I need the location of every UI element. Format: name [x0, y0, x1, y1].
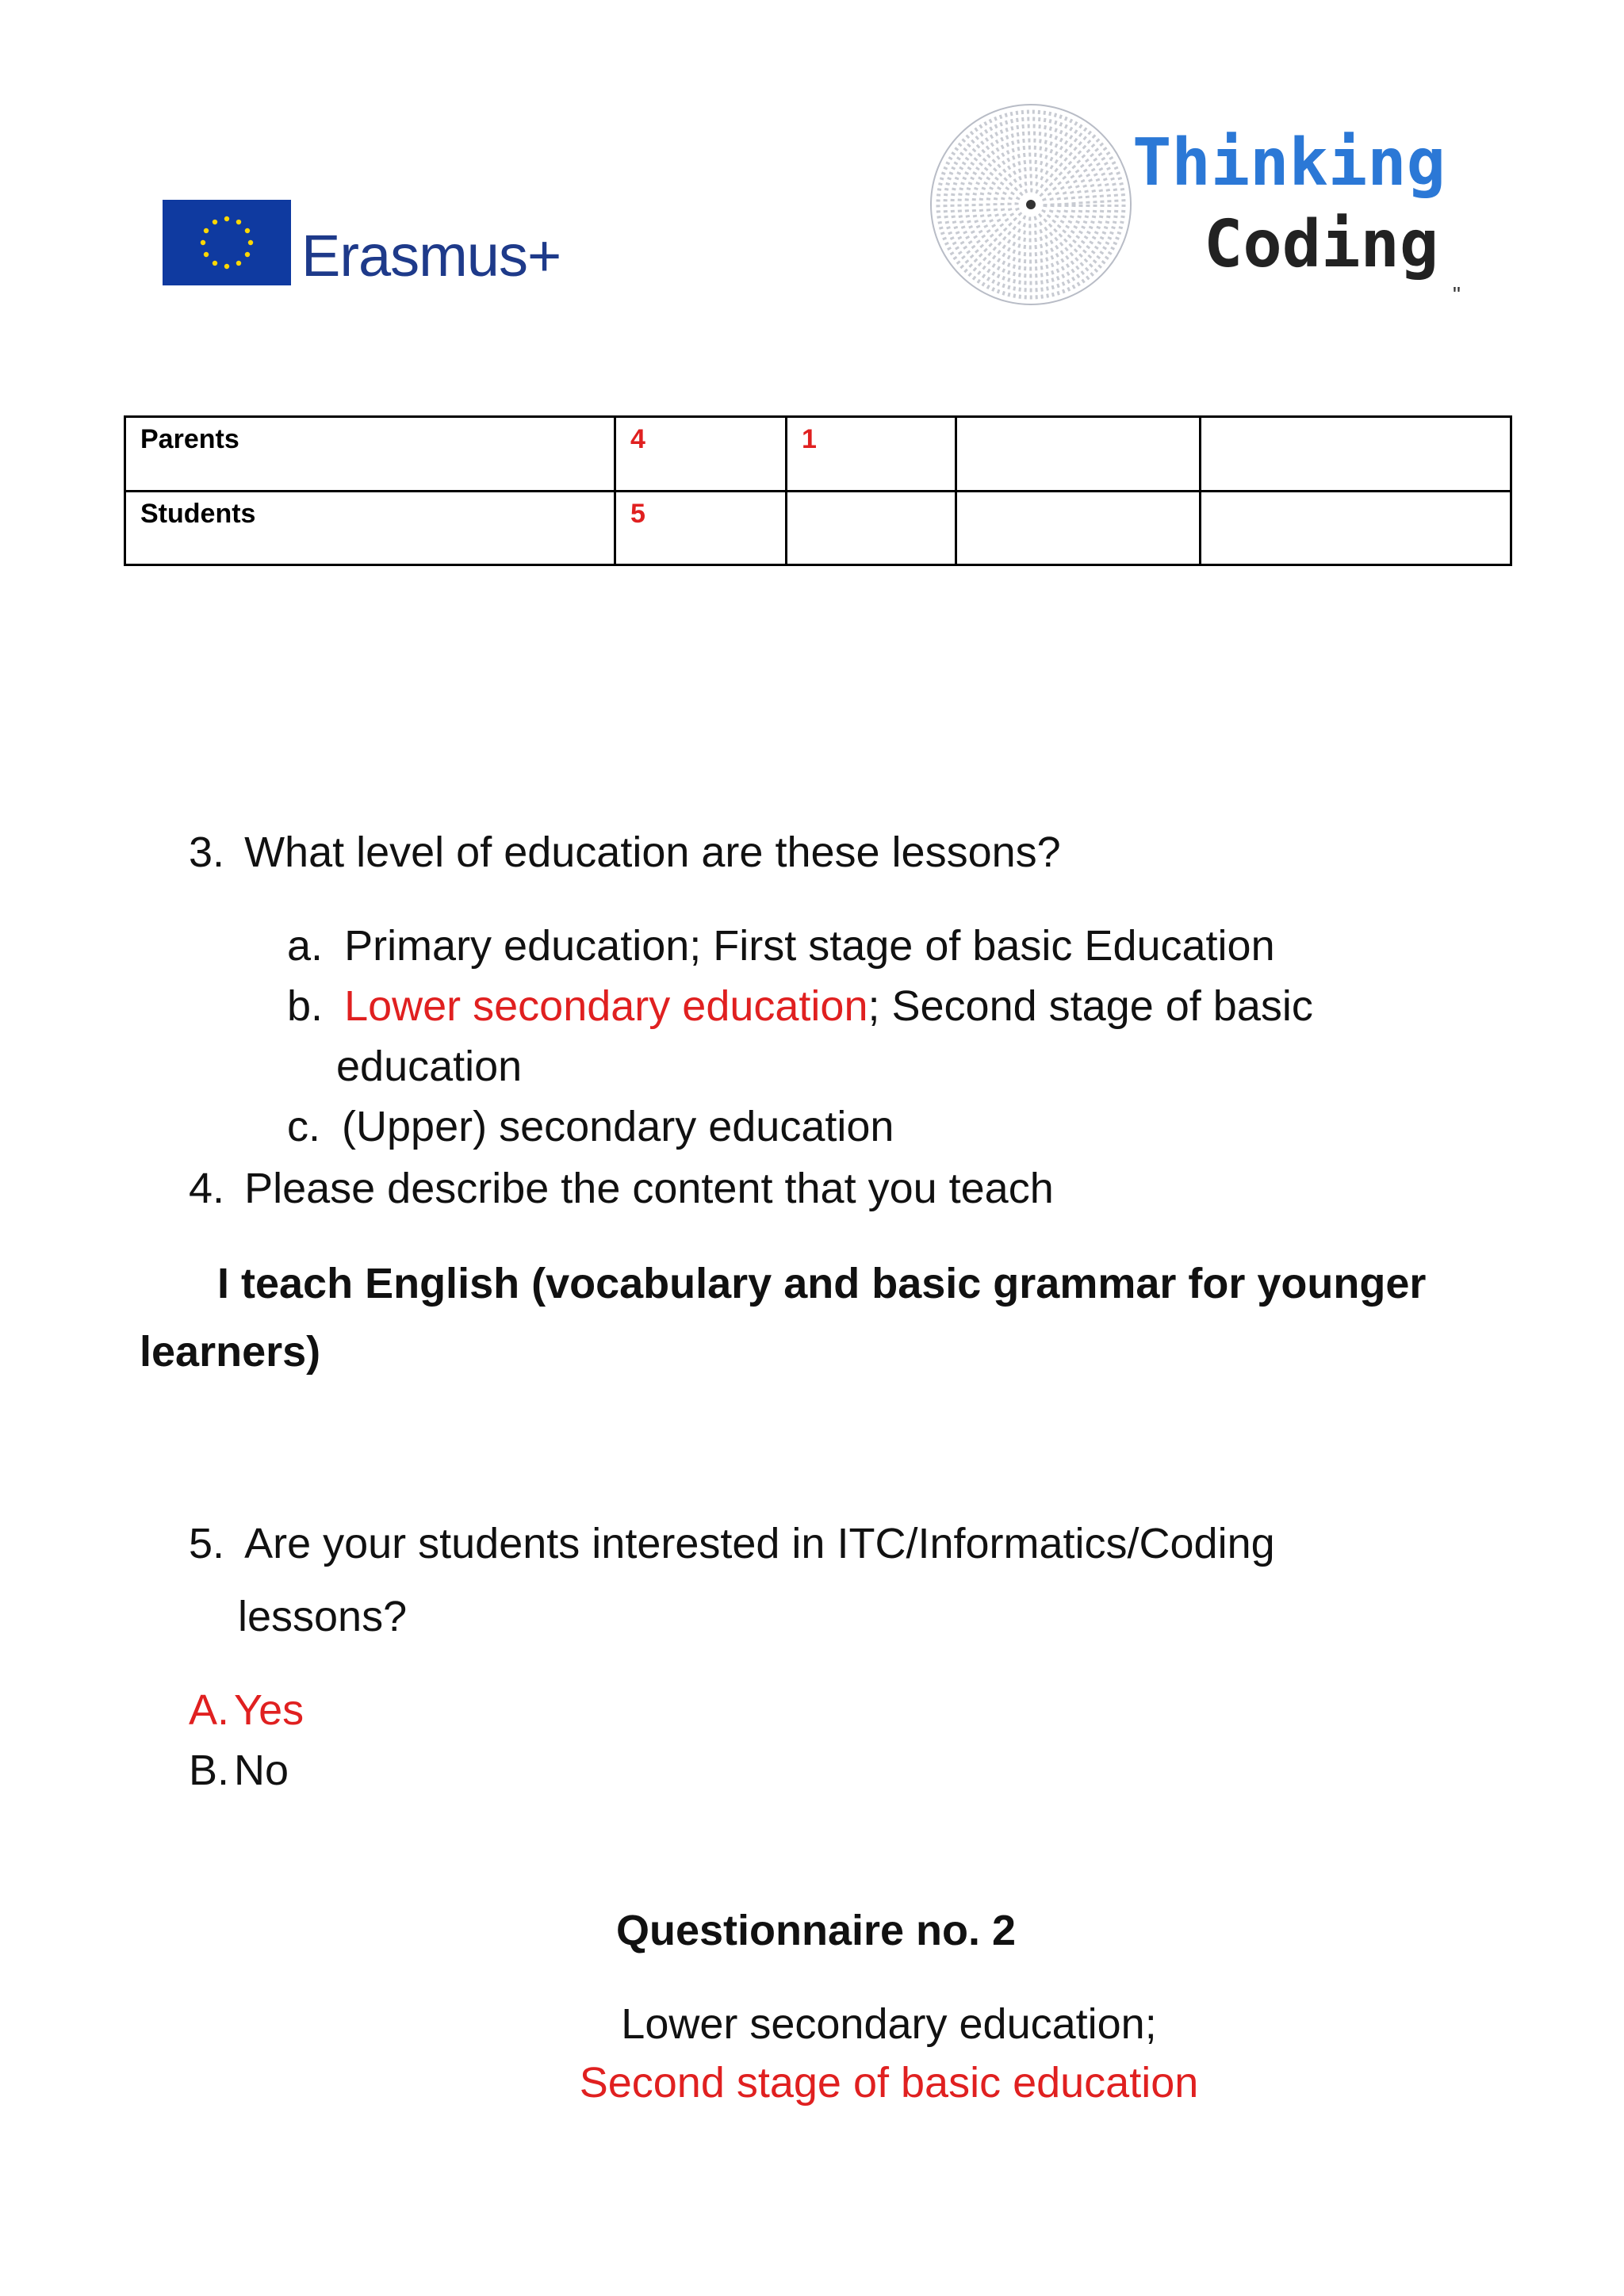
question-text: Are your students interested in ITC/Informatics/Coding — [244, 1520, 1275, 1567]
eu-star-icon — [248, 240, 253, 245]
question-3 — [189, 828, 1061, 876]
eu-star-icon — [236, 261, 241, 266]
selected-answer-highlight: Lower secondary education — [344, 982, 868, 1030]
thinking-logo-text: Thinking — [1132, 125, 1446, 201]
option-marker: B. — [189, 1747, 230, 1794]
question-5-continuation: lessons? — [238, 1593, 408, 1640]
table-cell — [1201, 417, 1511, 492]
question-text: Please describe the content that you teach — [244, 1165, 1054, 1212]
eu-star-icon — [204, 252, 209, 257]
option-marker: A. — [189, 1686, 230, 1734]
eu-star-icon — [204, 228, 209, 233]
eu-star-icon — [213, 220, 217, 224]
table-cell: 4 — [615, 417, 787, 492]
question-4 — [189, 1167, 1054, 1210]
questionnaire-title — [0, 1909, 1624, 1952]
table-row-students — [125, 491, 1511, 565]
question-text: What level of education are these lessons? — [244, 828, 1061, 876]
option-text: Yes — [234, 1686, 304, 1734]
table-cell: 5 — [615, 491, 787, 565]
eu-star-icon — [201, 240, 205, 245]
table-cell — [1201, 491, 1511, 565]
option-a — [287, 922, 1275, 970]
eu-star-icon — [213, 261, 217, 266]
row-label-students: Students — [125, 491, 615, 565]
respondent-count-table — [124, 415, 1512, 566]
thinking-coding-circle-logo — [928, 101, 1134, 308]
option-marker: b. — [287, 982, 324, 1030]
question-5 — [189, 1522, 1275, 1565]
option-no — [189, 1749, 289, 1792]
option-marker: c. — [287, 1103, 321, 1150]
questionnaire-line-1: Lower secondary education; — [621, 2000, 1157, 2048]
option-b-continuation: education — [336, 1043, 523, 1090]
eu-star-icon — [245, 252, 250, 257]
table-cell: 1 — [787, 417, 956, 492]
question-number: 5. — [189, 1520, 225, 1567]
question-number: 4. — [189, 1165, 225, 1212]
option-text: (Upper) secondary education — [342, 1103, 894, 1150]
table-row-parents — [125, 417, 1511, 492]
option-text: Primary education; First stage of basic Education — [344, 922, 1275, 970]
eu-flag-logo — [163, 200, 291, 285]
coding-logo-text: Coding — [1204, 207, 1439, 282]
option-c — [287, 1105, 894, 1148]
stray-quote-mark: " — [1453, 282, 1461, 307]
table-cell — [956, 417, 1201, 492]
option-yes-selected — [189, 1686, 304, 1734]
row-label-parents: Parents — [125, 417, 615, 492]
option-b — [287, 982, 1313, 1030]
answer-line-1: I teach English (vocabulary and basic grammar for younger — [217, 1260, 1427, 1307]
table-cell — [787, 491, 956, 565]
eu-star-icon — [224, 264, 229, 269]
eu-star-icon — [245, 228, 250, 233]
question-number: 3. — [189, 828, 225, 876]
option-text: ; Second stage of basic — [868, 982, 1313, 1030]
table-cell — [956, 491, 1201, 565]
erasmus-plus-logo-text: Erasmus+ — [301, 223, 561, 289]
option-text: No — [234, 1747, 289, 1794]
questionnaire-line-2: Second stage of basic education — [579, 2059, 1199, 2107]
answer-line-2: learners) — [140, 1328, 321, 1376]
option-marker: a. — [287, 922, 324, 970]
questionnaire-title-text: Questionnaire no. 2 — [615, 1907, 1017, 1954]
eu-star-icon — [224, 216, 229, 221]
eu-star-icon — [236, 220, 241, 224]
